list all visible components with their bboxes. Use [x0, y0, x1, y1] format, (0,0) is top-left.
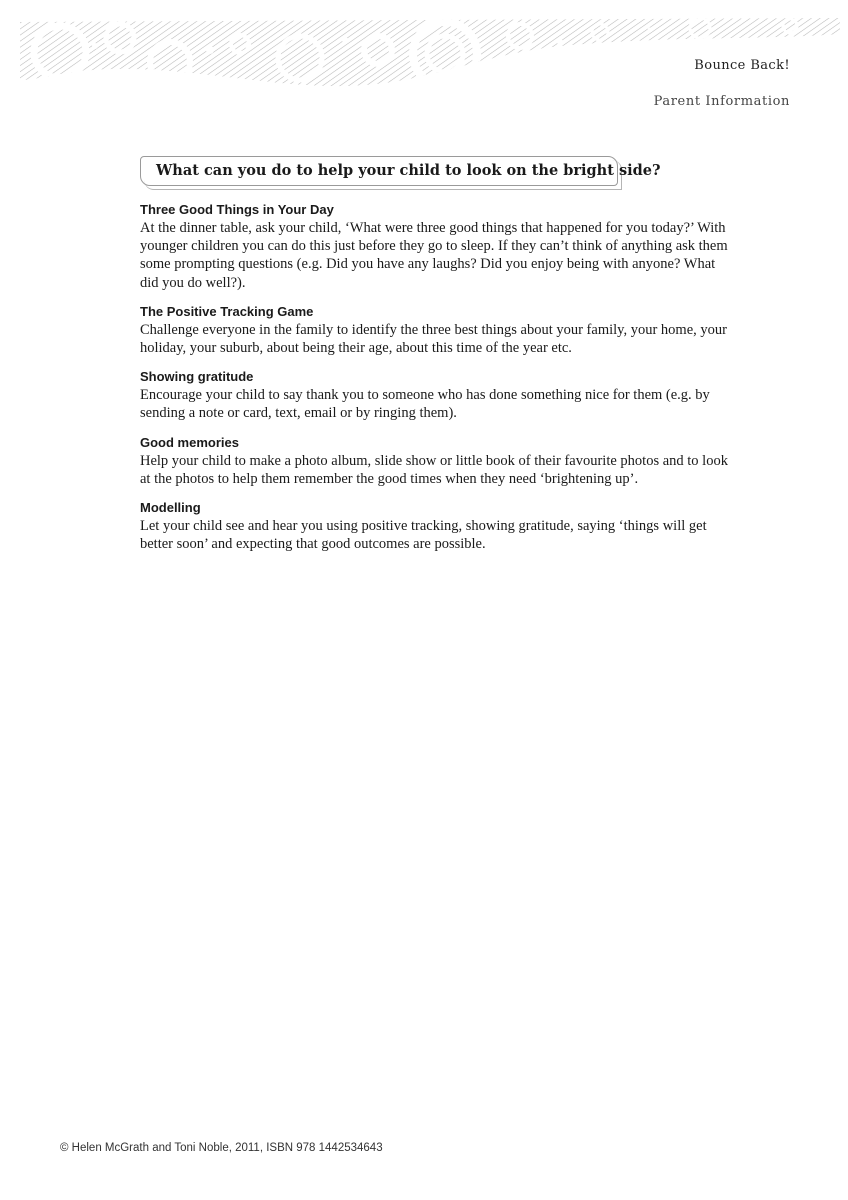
banner-band: [20, 18, 840, 86]
section-showing-gratitude: [140, 369, 730, 422]
section-body: At the dinner table, ask your child, ‘What were three good things that happened for you today?’ With younger children you can do this just before they go to sleep. If they can’t think of anything ask them some prompting questions (e.g. Did you have any laughs? Did you enjoy being with anyone? What did you do well?).: [140, 220, 728, 291]
section-heading: Good memories: [140, 434, 239, 450]
section-heading: Three Good Things in Your Day: [140, 202, 334, 217]
section-body: Help your child to make a photo album, slide show or little book of their favourite photos and to look at the photos to help them remember the good times when they need ‘brightening up’.: [140, 452, 728, 487]
section-body: Challenge everyone in the family to identify the three best things about your family, your home, your holiday, your suburb, about being their age, about this time of the year etc.: [140, 321, 727, 357]
question-text: What can you do to help your child to look on the bright side?: [156, 162, 661, 179]
main-content: [140, 202, 730, 565]
section-heading: The Positive Tracking Game: [140, 303, 314, 319]
section-heading: Showing gratitude: [140, 369, 254, 385]
section-heading: Modelling: [140, 500, 201, 516]
section-body: Let your child see and hear you using positive tracking, showing gratitude, saying ‘things will get better soon’ and expecting that good outcomes are possible.: [140, 518, 707, 553]
question-box: [140, 156, 661, 186]
section-modelling: [140, 500, 730, 553]
section-three-good-things: [140, 202, 730, 292]
section-good-memories: [140, 435, 730, 488]
decorative-banner: [0, 0, 848, 100]
brand-title: Bounce Back!: [694, 58, 790, 73]
section-body: Encourage your child to say thank you to someone who has done something nice for them (e.g. by sending a note or card, text, email or by ringing them).: [140, 387, 710, 422]
section-label: Parent Information: [653, 94, 790, 109]
copyright-footer: © Helen McGrath and Toni Noble, 2011, ISBN 978 1442534643: [60, 1142, 383, 1154]
section-positive-tracking-game: [140, 304, 730, 357]
